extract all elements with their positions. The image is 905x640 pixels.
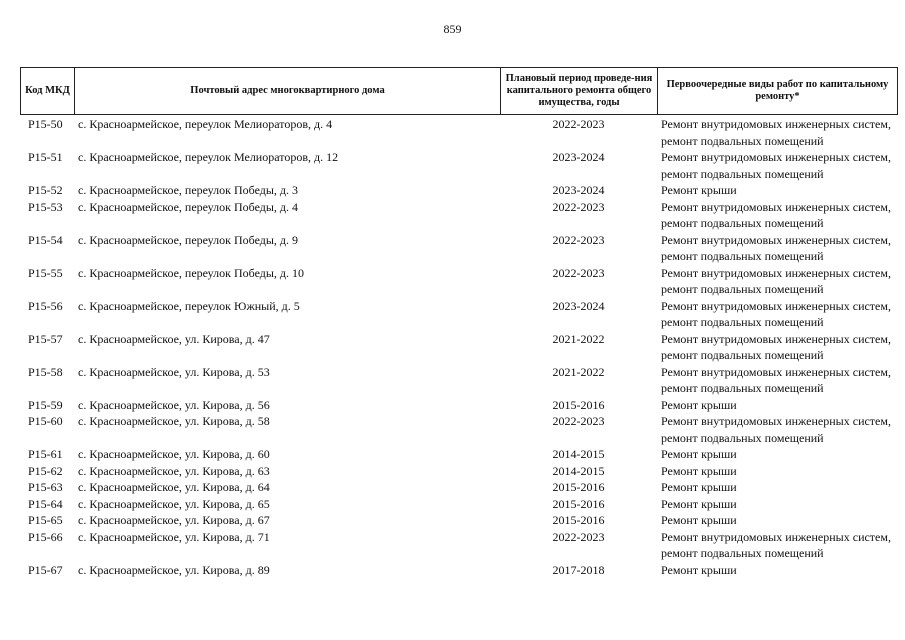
cell-works — [657, 364, 898, 397]
cell-code: Р15-58 — [28, 364, 63, 379]
cell-period: 2021-2022 — [552, 364, 605, 379]
cell-period: 2022-2023 — [552, 117, 605, 131]
works-line: Ремонт внутридомовых инженерных систем, — [661, 232, 891, 247]
cell-works — [657, 116, 898, 149]
works-line: ремонт подвальных помещений — [661, 381, 824, 395]
cell-period: 2014-2015 — [552, 447, 605, 461]
cell-works — [657, 496, 898, 513]
cell-code: Р15-63 — [28, 480, 63, 494]
cell-address: с. Красноармейское, ул. Кирова, д. 64 — [78, 480, 270, 494]
works-line: Ремонт внутридомовых инженерных систем, — [661, 414, 891, 428]
works-line: ремонт подвальных помещений — [661, 133, 824, 148]
works-line: ремонт подвальных помещений — [661, 216, 824, 230]
cell-address: с. Красноармейское, ул. Кирова, д. 60 — [78, 447, 270, 461]
cell-address: с. Красноармейское, ул. Кирова, д. 56 — [78, 397, 270, 412]
table-row — [20, 479, 898, 496]
cell-works — [657, 298, 898, 331]
table-row — [20, 331, 898, 364]
works-line: ремонт подвальных помещений — [661, 348, 824, 362]
cell-period: 2022-2023 — [552, 232, 605, 247]
works-line: ремонт подвальных помещений — [661, 166, 824, 181]
cell-address: с. Красноармейское, переулок Победы, д. 9 — [78, 232, 299, 247]
table-row — [20, 149, 898, 182]
cell-address: с. Красноармейское, переулок Мелиораторов, д. 12 — [78, 150, 339, 164]
cell-period: 2015-2016 — [552, 397, 605, 412]
works-line: Ремонт крыши — [661, 480, 737, 494]
table-row — [20, 413, 898, 446]
table-row — [20, 446, 898, 463]
works-line: ремонт подвальных помещений — [661, 430, 824, 445]
cell-code: Р15-62 — [28, 463, 63, 478]
works-line: Ремонт внутридомовых инженерных систем, — [661, 199, 891, 214]
cell-code: Р15-53 — [28, 199, 63, 214]
cell-address: с. Красноармейское, ул. Кирова, д. 67 — [78, 513, 270, 527]
table-row — [20, 463, 898, 480]
table-row — [20, 562, 898, 579]
works-line: Ремонт внутридомовых инженерных систем, — [661, 529, 891, 544]
table-row — [20, 182, 898, 199]
table-header — [20, 67, 898, 115]
cell-period: 2017-2018 — [552, 562, 605, 577]
cell-code: Р15-57 — [28, 331, 63, 346]
cell-period: 2022-2023 — [552, 265, 605, 280]
table-row — [20, 116, 898, 149]
cell-address: с. Красноармейское, переулок Победы, д. 10 — [78, 265, 305, 280]
cell-period: 2015-2016 — [552, 496, 605, 511]
cell-period: 2015-2016 — [552, 480, 605, 494]
table-row — [20, 298, 898, 331]
cell-works — [657, 397, 898, 414]
cell-works — [657, 182, 898, 199]
works-line: Ремонт внутридомовых инженерных систем, — [661, 150, 891, 164]
cell-address: с. Красноармейское, переулок Мелиораторов, д. 4 — [78, 117, 333, 131]
header-period: Плановый период проведе-ния капитального ремонта общего имущества, годы — [501, 68, 658, 114]
header-works: Первоочередные виды работ по капитальному ремонту* — [666, 79, 889, 102]
works-line: Ремонт крыши — [661, 183, 737, 197]
cell-period: 2023-2024 — [552, 150, 605, 164]
cell-period: 2022-2023 — [552, 529, 605, 544]
cell-address: с. Красноармейское, ул. Кирова, д. 47 — [78, 331, 270, 346]
cell-period: 2014-2015 — [552, 463, 605, 478]
cell-code: Р15-60 — [28, 414, 63, 428]
cell-code: Р15-51 — [28, 150, 63, 164]
cell-period: 2015-2016 — [552, 513, 605, 527]
works-line: Ремонт крыши — [661, 496, 737, 511]
works-line: Ремонт крыши — [661, 513, 737, 527]
cell-code: Р15-59 — [28, 397, 63, 412]
cell-code: Р15-67 — [28, 562, 63, 577]
page-number: 859 — [443, 22, 462, 36]
cell-code: Р15-52 — [28, 183, 63, 197]
table-row — [20, 265, 898, 298]
works-line: ремонт подвальных помещений — [661, 249, 824, 263]
cell-period: 2023-2024 — [552, 183, 605, 197]
cell-code: Р15-64 — [28, 496, 63, 511]
cell-address: с. Красноармейское, ул. Кирова, д. 63 — [78, 463, 270, 478]
cell-works — [657, 232, 898, 265]
header-address: Почтовый адрес многоквартирного дома — [75, 68, 501, 114]
cell-address: с. Красноармейское, переулок Победы, д. 3 — [78, 183, 299, 197]
cell-address: с. Красноармейское, ул. Кирова, д. 71 — [78, 529, 270, 544]
cell-code: Р15-50 — [28, 117, 63, 131]
cell-period: 2022-2023 — [552, 199, 605, 214]
works-line: ремонт подвальных помещений — [661, 282, 824, 296]
cell-works — [657, 446, 898, 463]
cell-works — [657, 463, 898, 480]
cell-code: Р15-65 — [28, 513, 63, 527]
cell-address: с. Красноармейское, ул. Кирова, д. 65 — [78, 496, 270, 511]
table-row — [20, 364, 898, 397]
works-line: Ремонт крыши — [661, 397, 737, 412]
table-row — [20, 496, 898, 513]
cell-period: 2023-2024 — [552, 298, 605, 313]
table-row — [20, 232, 898, 265]
table-row — [20, 199, 898, 232]
cell-address: с. Красноармейское, ул. Кирова, д. 58 — [78, 414, 270, 428]
cell-address: с. Красноармейское, переулок Победы, д. 4 — [78, 199, 299, 214]
cell-code: Р15-56 — [28, 298, 63, 313]
cell-works — [657, 512, 898, 529]
cell-works — [657, 199, 898, 232]
cell-works — [657, 413, 898, 446]
cell-code: Р15-55 — [28, 265, 63, 280]
cell-works — [657, 331, 898, 364]
works-line: Ремонт внутридомовых инженерных систем, — [661, 331, 891, 346]
cell-code: Р15-61 — [28, 447, 63, 461]
works-line: Ремонт внутридомовых инженерных систем, — [661, 364, 891, 379]
header-code: Код МКД — [21, 68, 75, 114]
cell-works — [657, 562, 898, 579]
cell-address: с. Красноармейское, ул. Кирова, д. 89 — [78, 562, 270, 577]
table-row — [20, 529, 898, 562]
cell-code: Р15-66 — [28, 529, 63, 544]
works-line: Ремонт крыши — [661, 447, 737, 461]
works-line: Ремонт крыши — [661, 463, 737, 478]
cell-code: Р15-54 — [28, 232, 63, 247]
cell-works — [657, 149, 898, 182]
cell-address: с. Красноармейское, ул. Кирова, д. 53 — [78, 364, 270, 379]
works-line: Ремонт внутридомовых инженерных систем, — [661, 298, 891, 313]
works-line: Ремонт внутридомовых инженерных систем, — [661, 117, 891, 131]
works-line: ремонт подвальных помещений — [661, 315, 824, 329]
cell-works — [657, 479, 898, 496]
cell-period: 2022-2023 — [552, 414, 605, 428]
table-body — [20, 116, 898, 578]
cell-works — [657, 529, 898, 562]
cell-address: с. Красноармейское, переулок Южный, д. 5 — [78, 298, 300, 313]
table-row — [20, 512, 898, 529]
works-line: ремонт подвальных помещений — [661, 546, 824, 560]
works-line: Ремонт внутридомовых инженерных систем, — [661, 265, 891, 280]
works-line: Ремонт крыши — [661, 562, 737, 577]
cell-period: 2021-2022 — [552, 331, 605, 346]
cell-works — [657, 265, 898, 298]
table-row — [20, 397, 898, 414]
